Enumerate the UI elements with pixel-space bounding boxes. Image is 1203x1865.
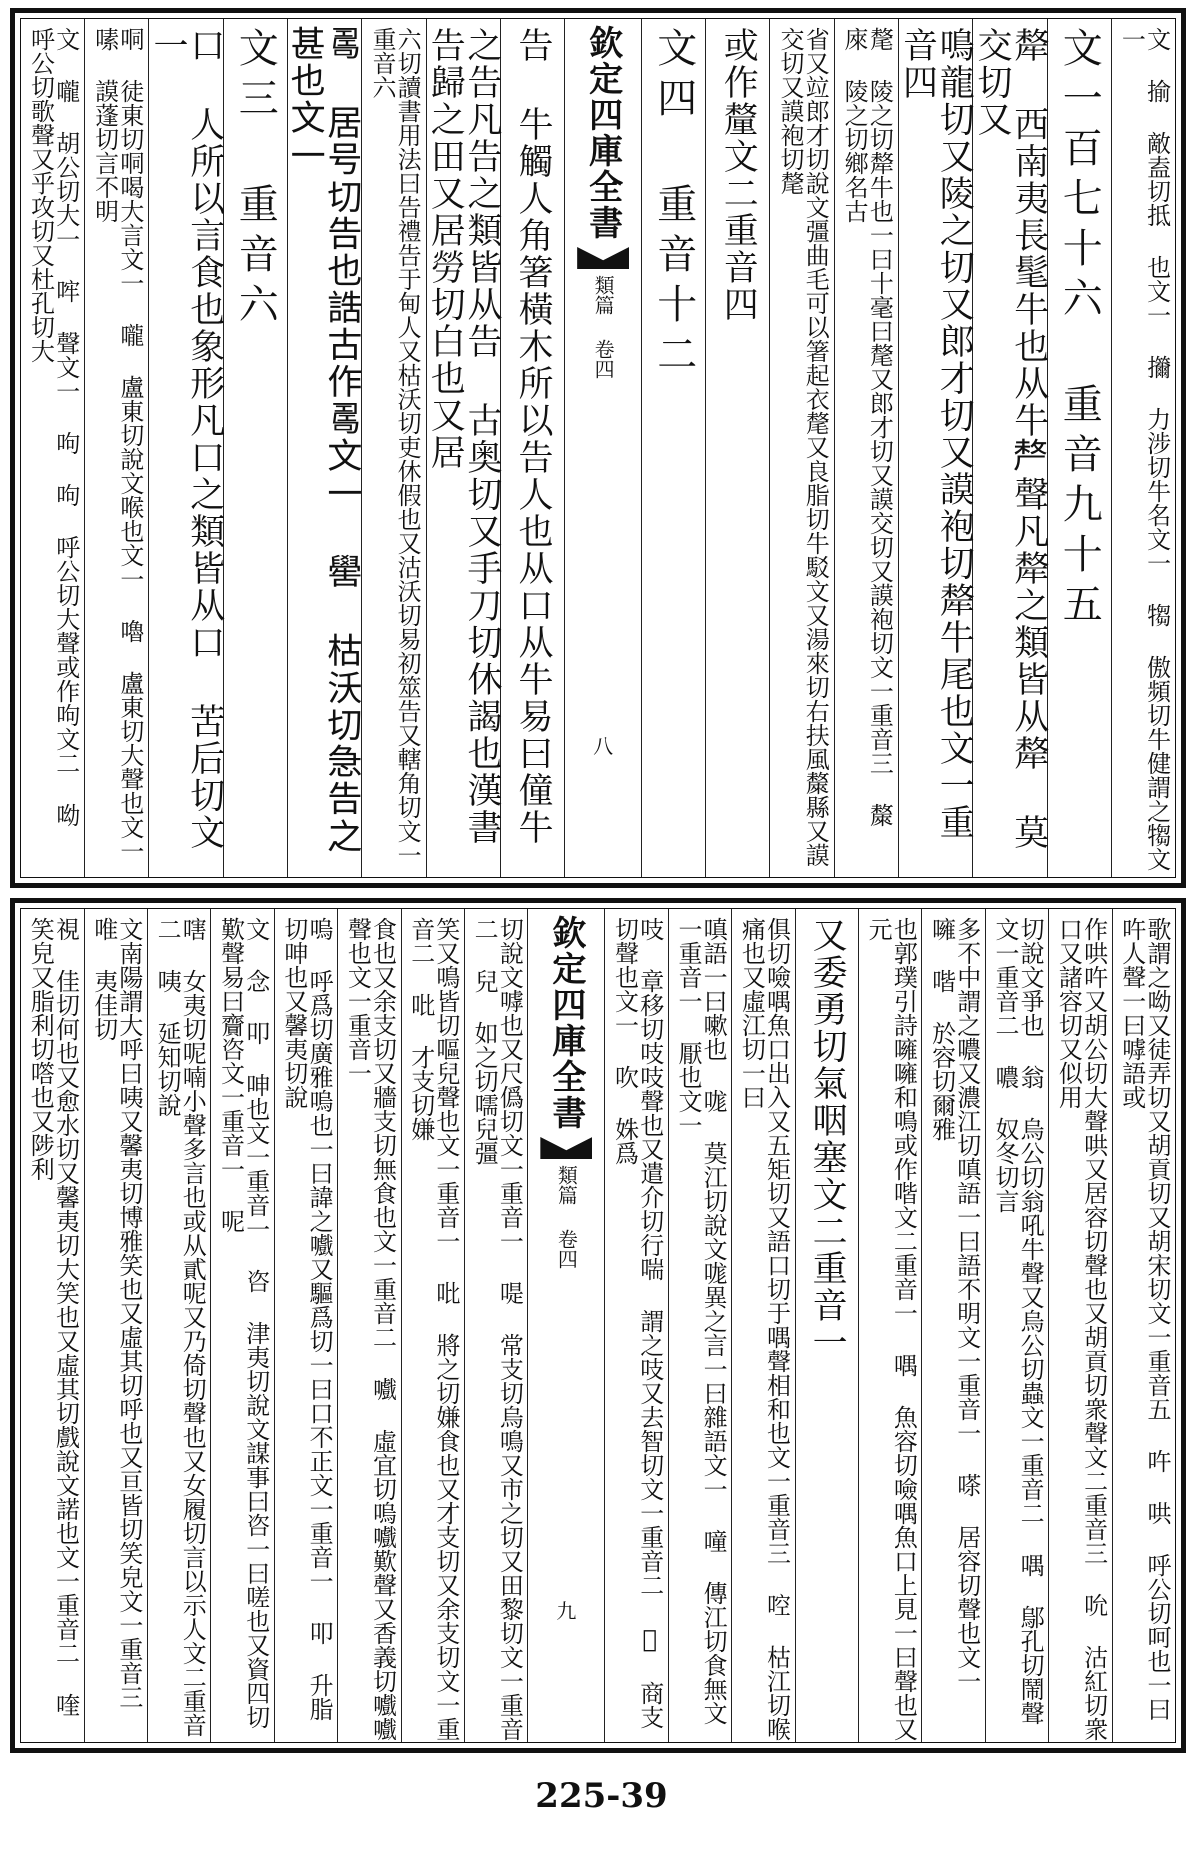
top-column-text: 或作釐文二重音四 [718,27,759,323]
top-text-column [148,19,223,877]
bottom-text-column [464,909,527,1742]
top-text-column [84,19,148,877]
bottom-column-text: 也郭璞引詩噰噰和鳴或作喈文二重音一 喁 魚容切噞喁魚口上見一曰聲也又元 [864,917,918,1741]
bottom-center-margin [527,909,604,1742]
bottom-text-column [147,909,210,1742]
top-text-column [972,19,1047,877]
bottom-text-column [921,909,984,1742]
top-column-text: 鳴龍切又陵之切又郎才切又謨袍切犛牛尾也文一重音四 [897,27,975,841]
top-column-text: 氂 陵之切犛牛也一曰十毫曰氂又郎才切又謨交切又謨袍切文一重音三 斄 庲 陵之切鄉名古 [840,27,894,827]
top-text-column [898,19,973,877]
top-volume-label: 類篇 卷四 [591,275,616,379]
top-text-column [361,19,425,877]
bottom-text-column [604,909,667,1742]
top-column-text: 六切讀書用法曰告禮告于甸人又枯沃切吏休假也又沽沃切易初筮告又轄角切文一重音六 [367,27,422,867]
top-leaf-number: 八 [593,734,614,758]
top-column-text: 之告凡告之類皆从告 古奥切又手刀切休謁也漢書告歸之田又居勞切白也又居 [425,27,503,846]
bottom-column-text: 嗐 女夷切呢喃小聲多言也或从貳呢又乃倚切聲也又女履切言以示人文二重音二 咦 延知切說 [153,917,207,1737]
top-text-column [223,19,287,877]
top-text-column [426,19,501,877]
bottom-column-text: 視 佳切何也又愈水切又馨夷切大笑也又虛其切戲說文諾也文一重音二 喹 笑皃又脂利切㗳也又陟利 [26,917,80,1717]
bottom-volume-label: 類篇 卷四 [554,1165,579,1269]
bottom-column-text: 文南陽謂大呼曰咦又馨夷切博雅笑也又虛其切呼也又亘皆切笑皃文一重音三 唯 夷佳切 [89,917,143,1709]
top-text-column [641,19,705,877]
bottom-text-column [337,909,400,1742]
bottom-text-column [401,909,464,1742]
top-column-text: 文一百七十六 重音九十五 [1056,27,1103,633]
top-column-text: 告 牛觸人角箸橫木所以告人也从口从牛易曰僮牛 [512,27,553,846]
top-columns [21,19,1175,877]
top-column-text: 犛 西南夷長髦牛也从牛𠩺聲凡犛之類皆从犛 莫交切又 [971,27,1049,851]
bottom-page-panel [10,898,1186,1753]
top-column-text: 𠷎 居号切告也誥古作𠷎文一 嚳 枯沃切急告之甚也文一 [286,27,364,856]
top-column-text: 文三 重音六 [232,27,279,333]
top-text-column [1047,19,1111,877]
top-book-title: 欽定四庫全書 [582,25,623,241]
top-column-text: 口 人所以言食也象形凡口之類皆从口 苦后切文一 [147,27,225,851]
top-column-text: 文 揄 敵盍切抵 也文一 㩶 力涉切牛名文一 犓 傲頻切牛健謂之犓文一 [1117,27,1171,871]
bottom-text-column [84,909,147,1742]
bottom-column-text: 俱切噞喁魚口出入又五矩切又語口切于喁聲相和也文一重音三 啌 枯江切喉痛也又虛江切一曰 [737,917,791,1741]
top-text-column [834,19,898,877]
fish-tail-mark-icon [540,1137,592,1159]
top-column-text: 文 嚨 胡公切大一 哰 聲文一 呴 呴 呼公切大聲或作呴文二 呦 呼公切歌聲又乎攻切又杜孔切大 [26,27,80,827]
top-text-column [769,19,833,877]
bottom-book-title: 欽定四庫全書 [545,915,586,1131]
bottom-text-column [21,909,83,1742]
bottom-column-text: 歌謂之呦又徒弄切又胡貢切又胡宋切文一重音五 吘 哄 呼公切呵也一曰吘人聲一曰嘑語或 [1117,917,1171,1721]
bottom-text-column [985,909,1048,1742]
bottom-column-text: 切說文爭也 翁 烏公切翁吼牛聲又烏公切蟲文一重音二 喁 鄔孔切鬧聲文一重音二 噥 奴冬切言 [990,917,1045,1725]
top-column-text: 文四 重音十二 [650,27,697,383]
bottom-leaf-number: 九 [556,1599,577,1623]
top-center-margin [564,19,641,877]
bottom-text-column [858,909,921,1742]
bottom-text-column [1112,909,1175,1742]
bottom-column-text: 多不中謂之噥又濃江切嗔語一曰語不明文一重音一 嗏 居容切聲也文一 噰 喈 於容切爾雅 [927,917,981,1693]
top-page-panel [10,8,1186,888]
top-text-column [287,19,362,877]
fish-tail-mark-icon [577,247,629,269]
bottom-column-text: 文 念 叩 呻也文一重音一 咨 津夷切說文謀事曰咨一曰嗟也又資四切歎聲易曰齎咨文一重音一 呢 [216,917,270,1729]
top-text-column [21,19,84,877]
bottom-column-text: 笑又鳴皆切嘔兒聲也文一重音一 吡 將之切嫌食也又才支切又余支切文一重音二 吡 才支切嫌 [406,917,460,1741]
bottom-column-text: 吱 章移切吱吱聲也又遣介切行喘 謂之吱又去智切文一重音二 𡁲 商支切聲也文一 吹 姝爲 [610,917,664,1729]
bottom-text-column [795,909,858,1742]
bottom-column-text: 又委勇切氣咽塞文二重音一 [807,917,848,1361]
top-text-column [705,19,769,877]
bottom-text-column [274,909,337,1742]
bottom-text-column [210,909,273,1742]
top-column-text: 哃 徒東切哃喝大言文一 嚨 盧東切說文喉也文一 嚕 盧東切大聲也文一 嗉 謨蓬切言不明 [90,27,144,863]
top-column-text: 省又竝郎才切說文彊曲毛可以箸起衣氂又良脂切牛駁文又湯來切右扶風斄縣又謨交切又謨袍切氂 [776,27,830,867]
bottom-text-column [731,909,794,1742]
bottom-column-text: 嗔語一曰嗽也 哤 莫江切說文哤異之言一曰雜語文一 噇 傳江切食無文一重音一 厭也文一 [673,917,728,1725]
bottom-columns [21,909,1175,1742]
bottom-text-column [668,909,731,1742]
page-number: 225-39 [535,1776,668,1816]
bottom-column-text: 嗚 呼爲切廣雅嗚也一曰諱之嚱又驅爲切一曰口不正文一重音一 叩 升脂切呻也又馨夷切說 [279,917,334,1721]
top-text-column [500,19,564,877]
bottom-text-column [1048,909,1111,1742]
bottom-column-text: 作哄吘又胡公切大聲哄又居容切聲也又胡貢切衆聲文二重音三 吮 沽紅切衆口又諸容切又似用 [1054,917,1108,1741]
bottom-column-text: 切說文嘑也又尺僞切文一重音一 㖷 常支切烏鳴又市之切又田黎切文一重音二 兒 如之切嚅兒彊 [470,917,524,1741]
top-text-column [1111,19,1175,877]
bottom-column-text: 食也又余支切又牆支切無食也文一重音二 嚱 虛宜切嗚嚱歎聲又香義切嚱嚱聲也文一重音一 [343,917,397,1741]
